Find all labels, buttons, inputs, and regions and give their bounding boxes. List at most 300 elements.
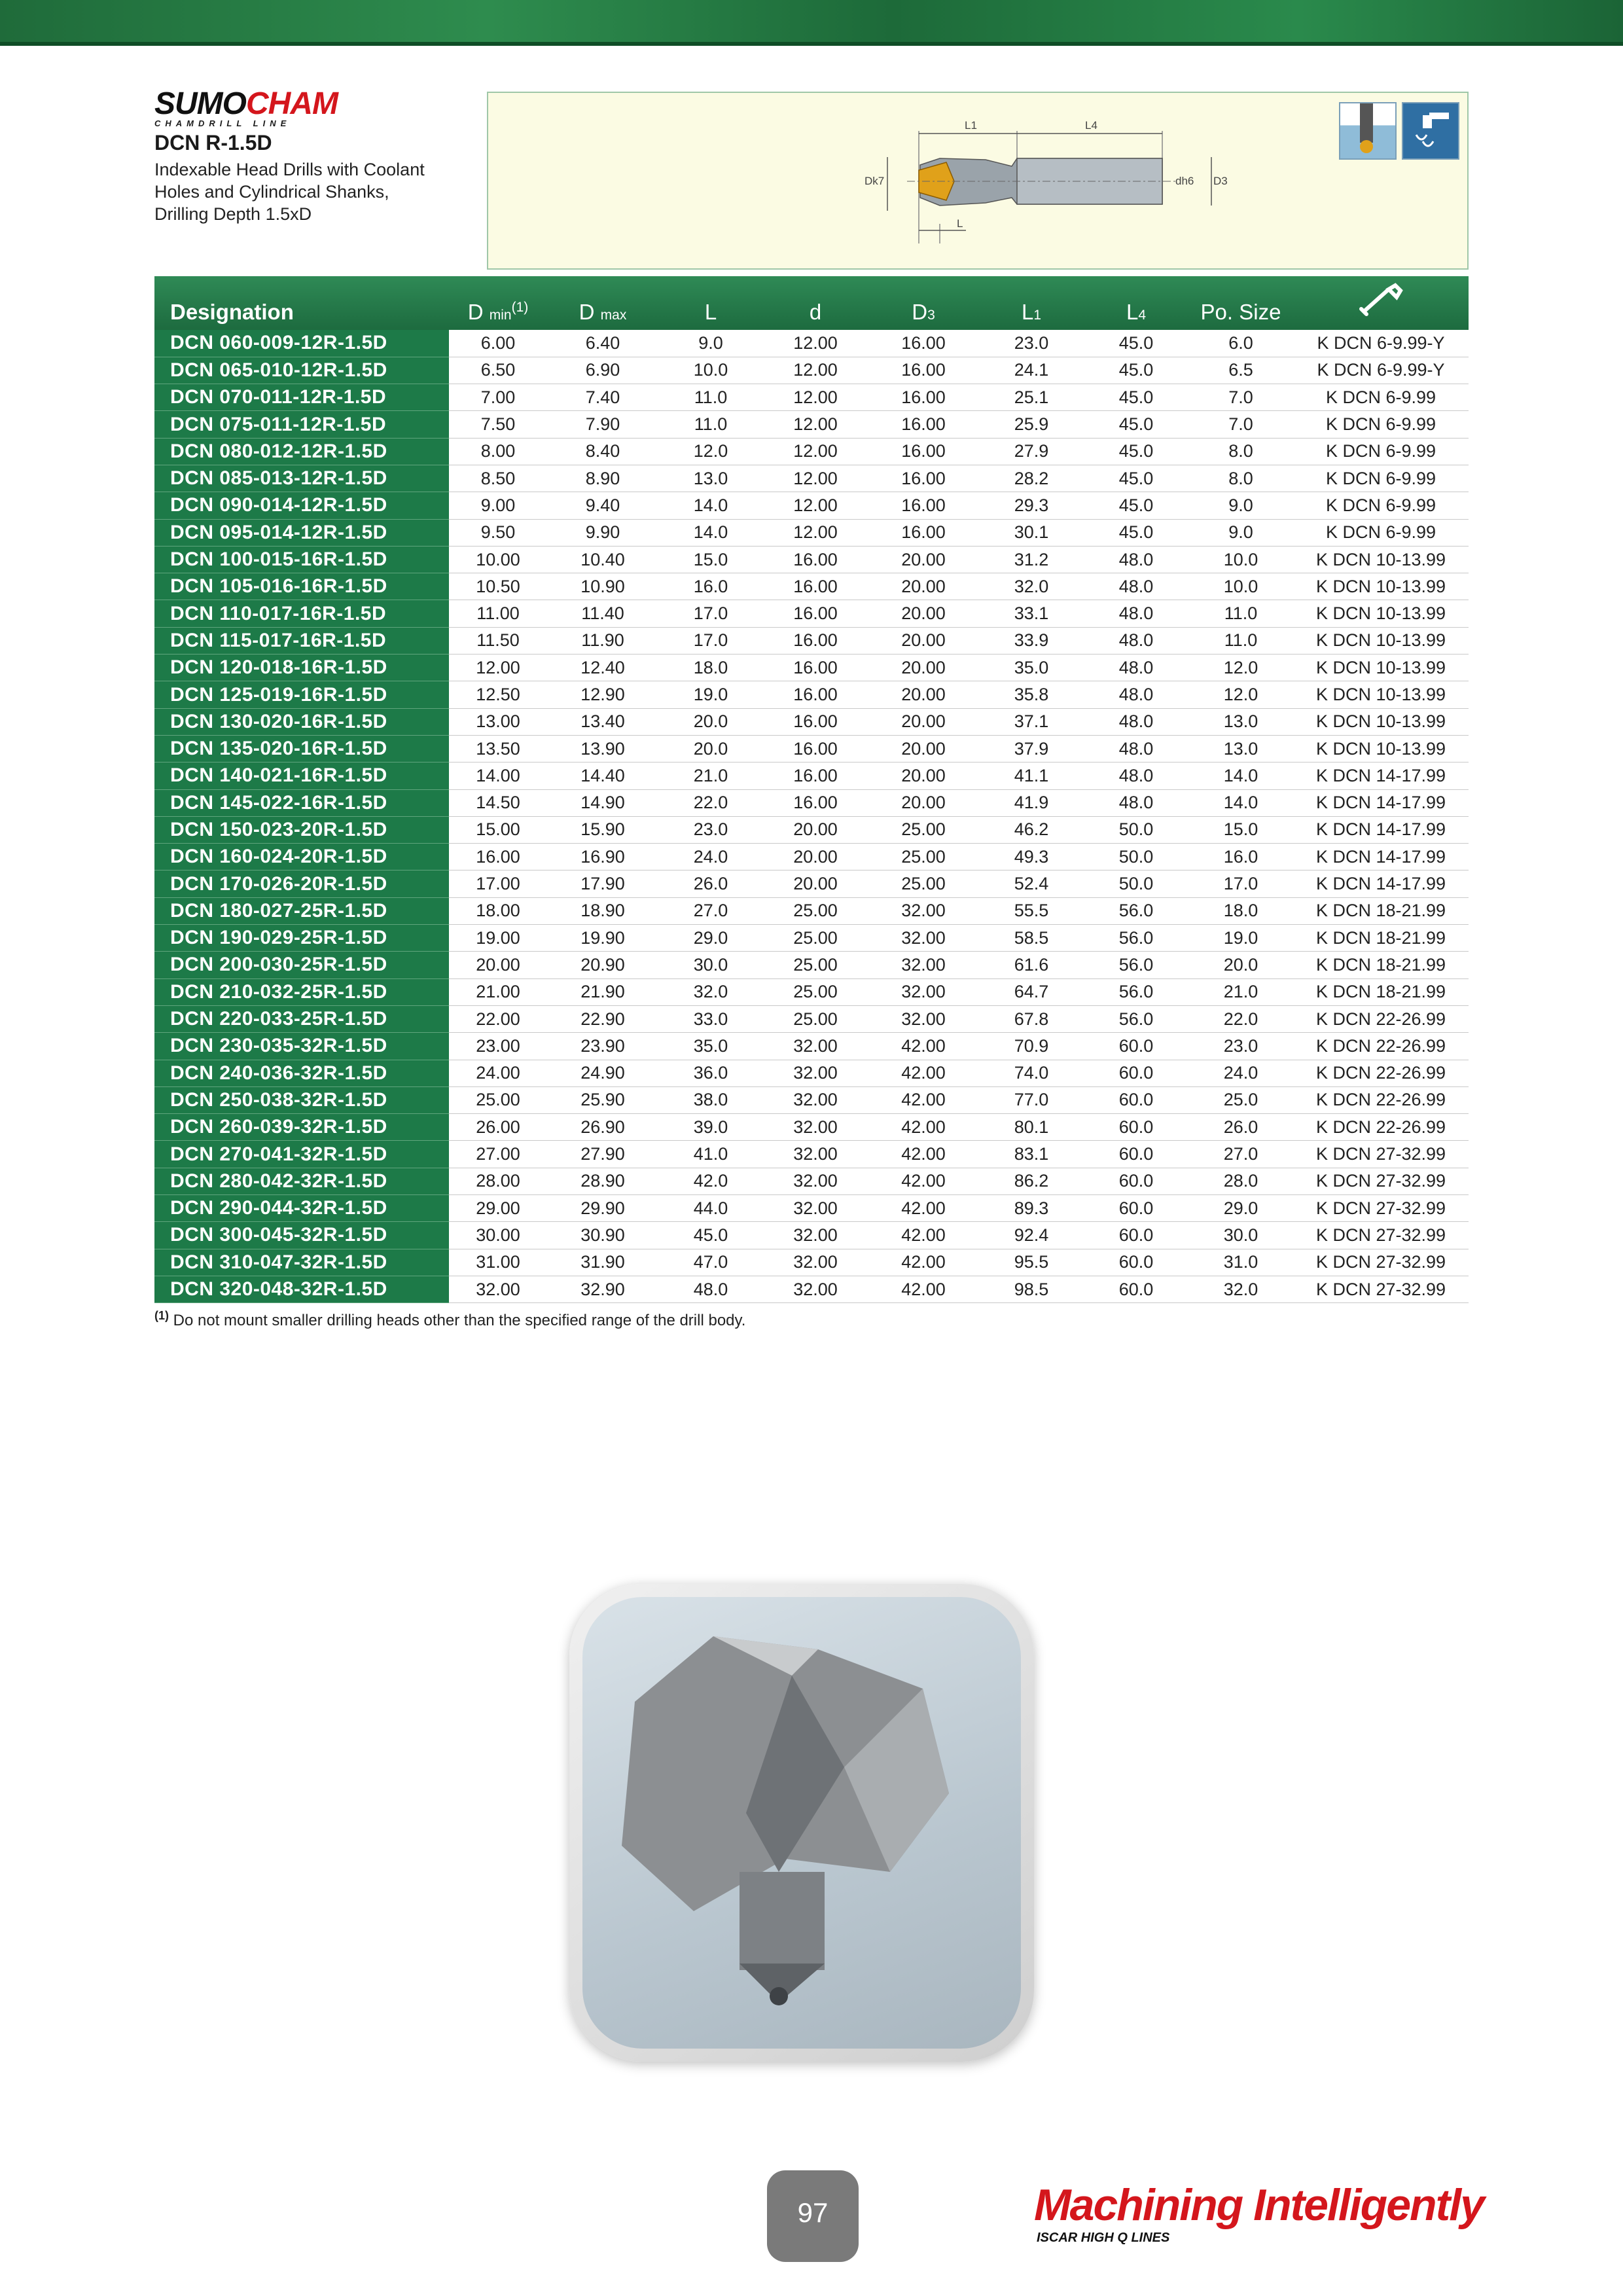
cell-designation: DCN 180-027-25R-1.5D — [154, 897, 449, 924]
table-cell: 7.40 — [547, 384, 658, 411]
table-row — [154, 681, 1469, 708]
table-cell: 17.0 — [658, 600, 763, 627]
table-cell: K DCN 10-13.99 — [1293, 627, 1469, 654]
table-row — [154, 952, 1469, 978]
table-row — [154, 708, 1469, 735]
brand-logo-black: SUMO — [154, 86, 246, 121]
table-cell: K DCN 27-32.99 — [1293, 1249, 1469, 1276]
table-cell: 12.00 — [763, 438, 868, 465]
table-cell: 6.00 — [449, 330, 547, 357]
table-cell: 89.3 — [979, 1195, 1084, 1222]
label-d3: D3 — [1213, 175, 1228, 187]
table-cell: 56.0 — [1084, 978, 1188, 1005]
table-cell: 60.0 — [1084, 1033, 1188, 1060]
table-cell: 6.0 — [1188, 330, 1293, 357]
table-cell: 16.00 — [868, 357, 979, 384]
table-cell: 15.0 — [1188, 816, 1293, 843]
table-cell: 70.9 — [979, 1033, 1084, 1060]
table-cell: K DCN 18-21.99 — [1293, 897, 1469, 924]
table-cell: 13.50 — [449, 735, 547, 762]
cell-designation: DCN 140-021-16R-1.5D — [154, 762, 449, 789]
table-cell: 13.0 — [1188, 735, 1293, 762]
table-cell: 7.0 — [1188, 411, 1293, 438]
table-cell: 25.00 — [763, 978, 868, 1005]
table-row — [154, 1033, 1469, 1060]
table-cell: 19.0 — [658, 681, 763, 708]
cell-designation: DCN 240-036-32R-1.5D — [154, 1060, 449, 1086]
table-cell: 27.90 — [547, 1141, 658, 1168]
table-cell: 11.0 — [1188, 627, 1293, 654]
table-cell: 16.00 — [868, 411, 979, 438]
table-cell: 44.0 — [658, 1195, 763, 1222]
table-cell: K DCN 6-9.99 — [1293, 411, 1469, 438]
table-cell: 8.0 — [1188, 465, 1293, 492]
table-row — [154, 816, 1469, 843]
table-row — [154, 1195, 1469, 1222]
table-cell: 32.00 — [868, 978, 979, 1005]
table-cell: 60.0 — [1084, 1141, 1188, 1168]
table-cell: 24.00 — [449, 1060, 547, 1086]
table-cell: 45.0 — [658, 1222, 763, 1249]
table-cell: 17.0 — [1188, 870, 1293, 897]
table-row — [154, 1249, 1469, 1276]
table-cell: 55.5 — [979, 897, 1084, 924]
table-cell: 26.0 — [1188, 1114, 1293, 1141]
table-cell: 20.00 — [868, 655, 979, 681]
table-cell: 33.0 — [658, 1005, 763, 1032]
table-cell: 30.0 — [658, 952, 763, 978]
table-cell: 21.90 — [547, 978, 658, 1005]
table-cell: 24.0 — [1188, 1060, 1293, 1086]
table-cell: 39.0 — [658, 1114, 763, 1141]
table-cell: 14.0 — [658, 519, 763, 546]
table-cell: 11.0 — [658, 411, 763, 438]
cell-designation: DCN 065-010-12R-1.5D — [154, 357, 449, 384]
table-cell: 45.0 — [1084, 519, 1188, 546]
table-cell: K DCN 6-9.99 — [1293, 492, 1469, 519]
table-cell: 60.0 — [1084, 1249, 1188, 1276]
table-cell: 12.00 — [763, 411, 868, 438]
table-cell: 28.0 — [1188, 1168, 1293, 1194]
table-cell: 11.00 — [449, 600, 547, 627]
brand-logo — [154, 88, 370, 128]
table-cell: 20.00 — [763, 844, 868, 870]
table-cell: 16.00 — [868, 519, 979, 546]
table-cell: 12.0 — [1188, 681, 1293, 708]
cell-designation: DCN 110-017-16R-1.5D — [154, 600, 449, 627]
table-row — [154, 870, 1469, 897]
table-row — [154, 1222, 1469, 1249]
table-cell: 25.0 — [1188, 1086, 1293, 1113]
table-cell: 25.00 — [763, 1005, 868, 1032]
table-cell: 23.00 — [449, 1033, 547, 1060]
table-cell: 32.00 — [763, 1276, 868, 1302]
cell-designation: DCN 210-032-25R-1.5D — [154, 978, 449, 1005]
table-cell: 98.5 — [979, 1276, 1084, 1302]
table-cell: 16.90 — [547, 844, 658, 870]
table-cell: 12.00 — [763, 465, 868, 492]
table-cell: 12.00 — [763, 357, 868, 384]
table-cell: 14.0 — [1188, 762, 1293, 789]
table-cell: 42.00 — [868, 1195, 979, 1222]
key-icon — [1355, 280, 1407, 319]
table-cell: 18.00 — [449, 897, 547, 924]
table-cell: K DCN 27-32.99 — [1293, 1168, 1469, 1194]
cell-designation: DCN 270-041-32R-1.5D — [154, 1141, 449, 1168]
table-cell: 56.0 — [1084, 952, 1188, 978]
table-cell: 16.00 — [763, 789, 868, 816]
page-number: 97 — [767, 2170, 859, 2262]
table-cell: 16.0 — [658, 573, 763, 600]
table-cell: 31.0 — [1188, 1249, 1293, 1276]
cell-designation: DCN 085-013-12R-1.5D — [154, 465, 449, 492]
table-cell: 10.50 — [449, 573, 547, 600]
cell-designation: DCN 230-035-32R-1.5D — [154, 1033, 449, 1060]
table-cell: 28.90 — [547, 1168, 658, 1194]
table-cell: 48.0 — [658, 1276, 763, 1302]
table-row — [154, 330, 1469, 357]
table-cell: 12.0 — [1188, 655, 1293, 681]
table-cell: 56.0 — [1084, 925, 1188, 952]
table-cell: 49.3 — [979, 844, 1084, 870]
table-row — [154, 411, 1469, 438]
table-cell: 33.9 — [979, 627, 1084, 654]
table-cell: 48.0 — [1084, 600, 1188, 627]
table-cell: 9.0 — [1188, 519, 1293, 546]
table-cell: 50.0 — [1084, 844, 1188, 870]
table-cell: 25.00 — [868, 844, 979, 870]
table-cell: 16.0 — [1188, 844, 1293, 870]
table-cell: 48.0 — [1084, 762, 1188, 789]
table-cell: 32.0 — [979, 573, 1084, 600]
table-cell: 25.00 — [449, 1086, 547, 1113]
cell-designation: DCN 220-033-25R-1.5D — [154, 1005, 449, 1032]
table-cell: K DCN 14-17.99 — [1293, 844, 1469, 870]
table-cell: 42.00 — [868, 1168, 979, 1194]
table-cell: K DCN 18-21.99 — [1293, 978, 1469, 1005]
table-cell: 35.0 — [979, 655, 1084, 681]
table-cell: K DCN 14-17.99 — [1293, 870, 1469, 897]
table-cell: K DCN 10-13.99 — [1293, 708, 1469, 735]
table-cell: K DCN 22-26.99 — [1293, 1086, 1469, 1113]
table-row — [154, 1114, 1469, 1141]
table-cell: 25.90 — [547, 1086, 658, 1113]
table-cell: 12.00 — [763, 384, 868, 411]
table-cell: 60.0 — [1084, 1060, 1188, 1086]
table-cell: 31.00 — [449, 1249, 547, 1276]
table-cell: 26.0 — [658, 870, 763, 897]
table-cell: 22.0 — [1188, 1005, 1293, 1032]
table-cell: K DCN 14-17.99 — [1293, 762, 1469, 789]
table-cell: 42.00 — [868, 1141, 979, 1168]
cell-designation: DCN 075-011-12R-1.5D — [154, 411, 449, 438]
table-cell: 45.0 — [1084, 330, 1188, 357]
col-l1: L1 — [979, 276, 1084, 330]
top-header-band — [0, 0, 1623, 46]
table-cell: 20.00 — [763, 870, 868, 897]
table-cell: 8.00 — [449, 438, 547, 465]
cell-designation: DCN 300-045-32R-1.5D — [154, 1222, 449, 1249]
table-cell: 24.90 — [547, 1060, 658, 1086]
cell-designation: DCN 105-016-16R-1.5D — [154, 573, 449, 600]
table-cell: 20.00 — [868, 789, 979, 816]
table-cell: 21.00 — [449, 978, 547, 1005]
table-cell: 31.2 — [979, 546, 1084, 573]
table-cell: 9.0 — [658, 330, 763, 357]
table-row — [154, 735, 1469, 762]
table-cell: 32.00 — [868, 1005, 979, 1032]
table-cell: 14.0 — [1188, 789, 1293, 816]
table-row — [154, 1005, 1469, 1032]
table-cell: 16.00 — [763, 735, 868, 762]
table-cell: 61.6 — [979, 952, 1084, 978]
table-cell: 16.00 — [868, 438, 979, 465]
table-cell: K DCN 10-13.99 — [1293, 655, 1469, 681]
table-cell: 35.8 — [979, 681, 1084, 708]
table-cell: 20.00 — [868, 600, 979, 627]
coolant-icon — [1402, 102, 1459, 160]
table-cell: 32.00 — [763, 1222, 868, 1249]
table-cell: 9.0 — [1188, 492, 1293, 519]
table-row — [154, 546, 1469, 573]
product-description: Indexable Head Drills with Coolant Holes and Cylindrical Shanks, Drilling Depth 1.5xD — [154, 160, 425, 224]
drill-head-illustration — [582, 1597, 1021, 2049]
cell-designation: DCN 170-026-20R-1.5D — [154, 870, 449, 897]
table-cell: K DCN 22-26.99 — [1293, 1033, 1469, 1060]
table-cell: 29.0 — [658, 925, 763, 952]
table-cell: 16.00 — [868, 330, 979, 357]
table-cell: 14.40 — [547, 762, 658, 789]
table-cell: 30.1 — [979, 519, 1084, 546]
table-cell: 32.00 — [763, 1114, 868, 1141]
table-cell: 42.0 — [658, 1168, 763, 1194]
table-cell: 20.00 — [763, 816, 868, 843]
table-cell: 19.90 — [547, 925, 658, 952]
table-cell: 32.00 — [763, 1249, 868, 1276]
table-cell: K DCN 27-32.99 — [1293, 1276, 1469, 1302]
table-cell: 58.5 — [979, 925, 1084, 952]
cell-designation: DCN 290-044-32R-1.5D — [154, 1195, 449, 1222]
table-cell: 32.00 — [449, 1276, 547, 1302]
label-dk7: Dk7 — [865, 175, 885, 187]
table-cell: 45.0 — [1084, 411, 1188, 438]
table-cell: 38.0 — [658, 1086, 763, 1113]
table-cell: 6.90 — [547, 357, 658, 384]
label-l1: L1 — [965, 119, 977, 132]
table-row — [154, 573, 1469, 600]
table-cell: 41.1 — [979, 762, 1084, 789]
col-dmax: D max — [547, 276, 658, 330]
table-cell: 48.0 — [1084, 735, 1188, 762]
table-cell: 60.0 — [1084, 1168, 1188, 1194]
table-cell: 12.90 — [547, 681, 658, 708]
table-cell: 42.00 — [868, 1276, 979, 1302]
col-po-size: Po. Size — [1188, 276, 1293, 330]
table-cell: 25.00 — [868, 870, 979, 897]
cell-designation: DCN 080-012-12R-1.5D — [154, 438, 449, 465]
table-cell: 31.90 — [547, 1249, 658, 1276]
table-cell: 16.00 — [868, 384, 979, 411]
table-cell: 12.00 — [763, 492, 868, 519]
table-cell: 10.90 — [547, 573, 658, 600]
table-cell: 48.0 — [1084, 789, 1188, 816]
table-cell: 32.00 — [763, 1141, 868, 1168]
table-cell: 26.00 — [449, 1114, 547, 1141]
table-cell: K DCN 10-13.99 — [1293, 573, 1469, 600]
table-cell: 42.00 — [868, 1249, 979, 1276]
table-cell: 25.00 — [763, 952, 868, 978]
table-row — [154, 600, 1469, 627]
table-cell: 28.2 — [979, 465, 1084, 492]
table-cell: 20.00 — [868, 546, 979, 573]
table-cell: 48.0 — [1084, 546, 1188, 573]
table-cell: 20.00 — [449, 952, 547, 978]
cell-designation: DCN 310-047-32R-1.5D — [154, 1249, 449, 1276]
table-cell: 42.00 — [868, 1114, 979, 1141]
table-cell: 27.0 — [658, 897, 763, 924]
footnote-mark: (1) — [154, 1309, 169, 1322]
table-cell: 60.0 — [1084, 1114, 1188, 1141]
table-cell: K DCN 10-13.99 — [1293, 681, 1469, 708]
table-cell: 21.0 — [1188, 978, 1293, 1005]
table-cell: 10.0 — [1188, 546, 1293, 573]
table-cell: 9.40 — [547, 492, 658, 519]
table-cell: 29.00 — [449, 1195, 547, 1222]
table-cell: 20.90 — [547, 952, 658, 978]
table-cell: 28.00 — [449, 1168, 547, 1194]
cell-designation: DCN 200-030-25R-1.5D — [154, 952, 449, 978]
table-header-row — [154, 276, 1469, 330]
table-cell: 24.1 — [979, 357, 1084, 384]
table-cell: 42.00 — [868, 1060, 979, 1086]
table-cell: K DCN 18-21.99 — [1293, 925, 1469, 952]
cell-designation: DCN 130-020-16R-1.5D — [154, 708, 449, 735]
table-cell: 20.0 — [658, 735, 763, 762]
table-cell: 9.00 — [449, 492, 547, 519]
table-cell: 64.7 — [979, 978, 1084, 1005]
table-cell: 60.0 — [1084, 1222, 1188, 1249]
table-cell: 45.0 — [1084, 465, 1188, 492]
table-cell: 32.00 — [763, 1195, 868, 1222]
table-row — [154, 655, 1469, 681]
table-cell: 12.50 — [449, 681, 547, 708]
table-cell: 32.00 — [868, 925, 979, 952]
table-cell: 30.0 — [1188, 1222, 1293, 1249]
cell-designation: DCN 090-014-12R-1.5D — [154, 492, 449, 519]
table-cell: 14.50 — [449, 789, 547, 816]
table-cell: 14.90 — [547, 789, 658, 816]
cell-designation: DCN 100-015-16R-1.5D — [154, 546, 449, 573]
table-cell: K DCN 10-13.99 — [1293, 600, 1469, 627]
table-cell: 16.00 — [868, 492, 979, 519]
table-cell: 20.00 — [868, 573, 979, 600]
table-cell: 7.00 — [449, 384, 547, 411]
internal-drilling-icon — [1339, 102, 1397, 160]
table-cell: K DCN 6-9.99 — [1293, 519, 1469, 546]
table-cell: 22.0 — [658, 789, 763, 816]
tagline: Machining Intelligently — [1034, 2180, 1484, 2230]
table-cell: 56.0 — [1084, 897, 1188, 924]
table-cell: K DCN 27-32.99 — [1293, 1222, 1469, 1249]
table-cell: 19.0 — [1188, 925, 1293, 952]
table-cell: 12.0 — [658, 438, 763, 465]
table-cell: 11.0 — [1188, 600, 1293, 627]
table-cell: 15.00 — [449, 816, 547, 843]
product-table — [154, 276, 1469, 1303]
table-cell: 23.0 — [658, 816, 763, 843]
table-row — [154, 384, 1469, 411]
table-cell: 22.00 — [449, 1005, 547, 1032]
table-cell: 47.0 — [658, 1249, 763, 1276]
table-cell: 32.0 — [658, 978, 763, 1005]
cell-designation: DCN 250-038-32R-1.5D — [154, 1086, 449, 1113]
cell-designation: DCN 160-024-20R-1.5D — [154, 844, 449, 870]
footnote — [154, 1309, 745, 1330]
cell-designation: DCN 070-011-12R-1.5D — [154, 384, 449, 411]
table-cell: 22.90 — [547, 1005, 658, 1032]
table-cell: 20.00 — [868, 708, 979, 735]
table-row — [154, 1276, 1469, 1302]
table-cell: K DCN 18-21.99 — [1293, 952, 1469, 978]
table-cell: 9.90 — [547, 519, 658, 546]
table-cell: 67.8 — [979, 1005, 1084, 1032]
table-cell: 16.00 — [763, 573, 868, 600]
tool-diagram — [487, 92, 1469, 270]
table-cell: 16.00 — [763, 708, 868, 735]
table-cell: 7.50 — [449, 411, 547, 438]
drill-drawing — [488, 93, 1339, 271]
table-cell: 45.0 — [1084, 384, 1188, 411]
table-cell: 10.00 — [449, 546, 547, 573]
cell-designation: DCN 060-009-12R-1.5D — [154, 330, 449, 357]
table-cell: 46.2 — [979, 816, 1084, 843]
table-cell: 42.00 — [868, 1222, 979, 1249]
table-cell: 26.90 — [547, 1114, 658, 1141]
table-cell: 60.0 — [1084, 1276, 1188, 1302]
table-cell: 7.90 — [547, 411, 658, 438]
table-cell: 29.0 — [1188, 1195, 1293, 1222]
label-dh6: dh6 — [1175, 175, 1194, 187]
brand-line: CHAMDRILL LINE — [154, 118, 291, 128]
table-cell: 32.90 — [547, 1276, 658, 1302]
table-cell: 32.00 — [763, 1168, 868, 1194]
table-cell: 9.50 — [449, 519, 547, 546]
col-designation: Designation — [154, 276, 449, 330]
table-cell: 37.9 — [979, 735, 1084, 762]
table-cell: 60.0 — [1084, 1086, 1188, 1113]
table-cell: K DCN 22-26.99 — [1293, 1114, 1469, 1141]
table-cell: 32.00 — [763, 1060, 868, 1086]
table-cell: 60.0 — [1084, 1195, 1188, 1222]
table-cell: 8.40 — [547, 438, 658, 465]
table-cell: 86.2 — [979, 1168, 1084, 1194]
table-row — [154, 844, 1469, 870]
table-cell: K DCN 6-9.99 — [1293, 465, 1469, 492]
table-row — [154, 1086, 1469, 1113]
footnote-text: Do not mount smaller drilling heads other than the specified range of the drill body. — [173, 1312, 746, 1329]
cell-designation: DCN 125-019-16R-1.5D — [154, 681, 449, 708]
table-cell: 25.00 — [763, 925, 868, 952]
table-cell: 11.90 — [547, 627, 658, 654]
table-cell: 27.9 — [979, 438, 1084, 465]
table-cell: 74.0 — [979, 1060, 1084, 1086]
table-cell: 8.50 — [449, 465, 547, 492]
table-cell: K DCN 22-26.99 — [1293, 1060, 1469, 1086]
table-row — [154, 789, 1469, 816]
table-cell: 25.1 — [979, 384, 1084, 411]
table-cell: 13.0 — [1188, 708, 1293, 735]
table-cell: 32.00 — [763, 1033, 868, 1060]
